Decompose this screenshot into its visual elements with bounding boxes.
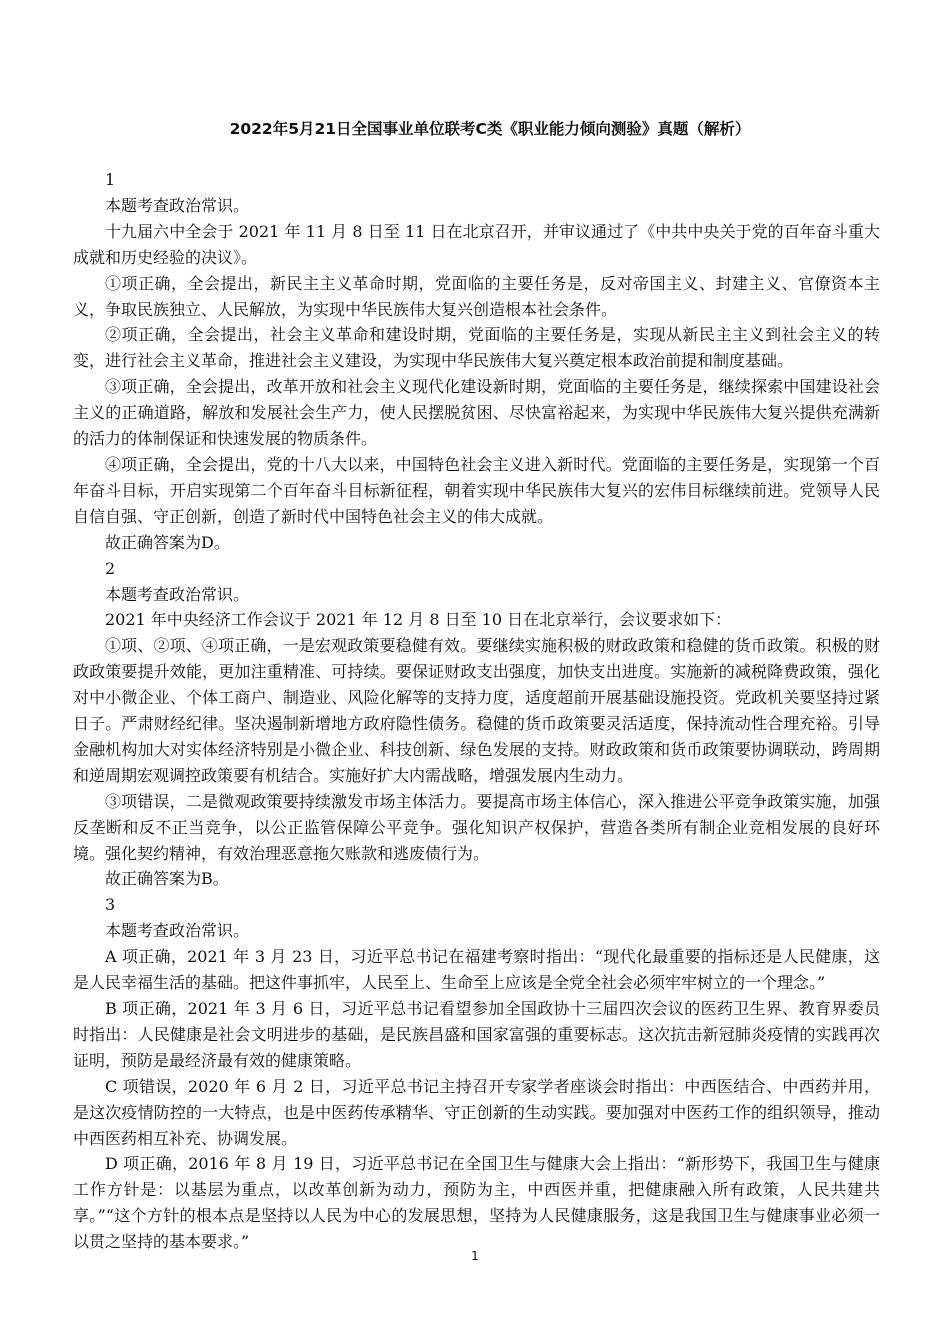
paragraph: ②项正确，全会提出，社会主义革命和建设时期，党面临的主要任务是，实现从新民主主义到社会主义的转变，进行社会主义革命，推进社会主义建设，为实现中华民族伟大复兴奠定根本政治前提和制度基础。 <box>73 325 880 371</box>
paragraph: ④项正确，全会提出，党的十八大以来，中国特色社会主义进入新时代。党面临的主要任务是，实现第一个百年奋斗目标，开启实现第二个百年奋斗目标新征程，朝着实现中华民族伟大复兴的宏伟目标继续前进。党领导人民自信自强、守正创新，创造了新时代中国特色社会主义的伟大成就。 <box>73 454 880 526</box>
paragraph: ①项、②项、④项正确，一是宏观政策要稳健有效。要继续实施积极的财政政策和稳健的货币政策。积极的财政政策要提升效能，更加注重精准、可持续。要保证财政支出强度，加快支出进度。实施新的减税降费政策，强化对中小微企业、个体工商户、制造业、风险化解等的支持力度，适度超前开展基础设施投资。党政机关要坚持过紧日子。严肃财经纪律。坚决遏制新增地方政府隐性债务。稳健的货币政策要灵活适度，保持流动性合理充裕。引导金融机构加大对实体经济特别是小微企业、科技创新、绿色发展的支持。财政政策和货币政策要协调联动，跨周期和逆周期宏观调控政策要有机结合。实施好扩大内需战略，增强发展内生动力。 <box>73 636 880 785</box>
paragraph: 本题考查政治常识。 <box>105 584 250 604</box>
question-number: 3 <box>105 895 116 915</box>
answer-line: 故正确答案为D。 <box>105 532 230 552</box>
paragraph: 2021 年中央经济工作会议于 2021 年 12 月 8 日至 10 日在北京举行，会议要求如下： <box>105 610 732 630</box>
paragraph: C 项错误，2020 年 6 月 2 日，习近平总书记主持召开专家学者座谈会时指出：中西医结合、中西药并用，是这次疫情防控的一大特点，也是中医药传承精华、守正创新的生动实践。要加强对中医药工作的组织领导，推动中西医药相互补充、协调发展。 <box>73 1076 880 1148</box>
question-number: 1 <box>105 170 116 189</box>
paragraph: 十九届六中全会于 2021 年 11 月 8 日至 11 日在北京召开，并审议通过了《中共中央关于党的百年奋斗重大成就和历史经验的决议》。 <box>73 221 880 267</box>
document-body <box>73 167 880 1255</box>
page-number: 1 <box>471 1249 479 1263</box>
paragraph: 本题考查政治常识。 <box>105 921 250 941</box>
paragraph: D 项正确，2016 年 8 月 19 日，习近平总书记在全国卫生与健康大会上指出：“新形势下，我国卫生与健康工作方针是：以基层为重点，以改革创新为动力，预防为主，中西医并重，把健康融入所有政策，人民共建共享。”“这个方针的根本点是坚持以人民为中心的发展思想，坚持为人民健康服务，这是我国卫生与健康事业必须一以贯之坚持的基本要求。” <box>73 1154 880 1252</box>
paragraph: ③项正确，全会提出，改革开放和社会主义现代化建设新时期，党面临的主要任务是，继续探索中国建设社会主义的正确道路，解放和发展社会生产力，使人民摆脱贫困、尽快富裕起来，为实现中华民族伟大复兴提供充满新的活力的体制保证和快速发展的物质条件。 <box>73 377 880 449</box>
paragraph: 本题考查政治常识。 <box>105 195 250 215</box>
paragraph: ①项正确，全会提出，新民主主义革命时期，党面临的主要任务是，反对帝国主义、封建主义、官僚资本主义，争取民族独立、人民解放，为实现中华民族伟大复兴创造根本社会条件。 <box>73 273 880 319</box>
paragraph: A 项正确，2021 年 3 月 23 日，习近平总书记在福建考察时指出：“现代化最重要的指标还是人民健康，这是人民幸福生活的基础。把这件事抓牢，人民至上、生命至上应该是全党全社会必须牢牢树立的一个理念。” <box>73 947 880 993</box>
document-title: 2022年5月21日全国事业单位联考C类《职业能力倾向测验》真题（解析） <box>229 120 751 138</box>
paragraph: B 项正确，2021 年 3 月 6 日，习近平总书记看望参加全国政协十三届四次会议的医药卫生界、教育界委员时指出：人民健康是社会文明进步的基础，是民族昌盛和国家富强的重要标志。这次抗击新冠肺炎疫情的实践再次证明，预防是最经济最有效的健康策略。 <box>73 999 880 1070</box>
paragraph: ③项错误，二是微观政策要持续激发市场主体活力。要提高市场主体信心，深入推进公平竞争政策实施，加强反垄断和反不正当竞争，以公正监管保障公平竞争。强化知识产权保护，营造各类所有制企业竞相发展的良好环境。强化契约精神，有效治理恶意拖欠账款和逃废债行为。 <box>73 791 880 863</box>
answer-line: 故正确答案为B。 <box>105 869 229 889</box>
question-number: 2 <box>105 558 116 578</box>
